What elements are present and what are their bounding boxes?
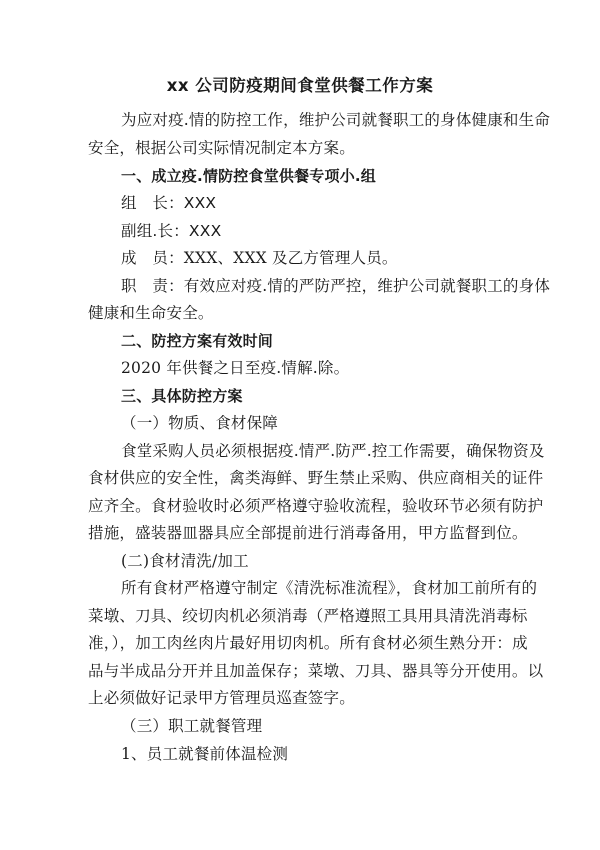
subsection-1-line-2: 食材供应的安全性，禽类海鲜、野生禁止采购、供应商相关的证件 (88, 469, 544, 487)
section-2-text: 2020 年供餐之日至疫.情解.除。 (121, 359, 350, 377)
subsection-3-heading: （三）职工就餐管理 (121, 717, 263, 735)
document-title: xx 公司防疫期间食堂供餐工作方案 (166, 76, 434, 95)
team-duty-line-1: 职 责：有效应对疫.情的严防严控，维护公司就餐职工的身体 (121, 277, 551, 295)
team-deputy: 副组.长：XXX (121, 222, 222, 240)
team-leader: 组 长：XXX (121, 194, 217, 212)
section-1-heading: 一、成立疫.情防控食堂供餐专项小.组 (121, 167, 376, 185)
subsection-1-line-1: 食堂采购人员必须根据疫.情严.防严.控工作需要，确保物资及 (121, 442, 545, 460)
subsection-3-item-1: 1、员工就餐前体温检测 (121, 745, 289, 763)
subsection-2-line-5: 上必须做好记录甲方管理员巡查签字。 (88, 689, 355, 707)
subsection-1-line-3: 应齐全。食材验收时必须严格遵守验收流程，验收环节必须有防护 (88, 497, 544, 515)
subsection-1-line-4: 措施，盛装器皿器具应全部提前进行消毒备用，甲方监督到位。 (88, 524, 528, 542)
intro-line-2: 安全，根据公司实际情况制定本方案。 (88, 139, 355, 157)
subsection-2-line-2: 菜墩、刀具、绞切肉机必须消毒（严格遵照工具用具清洗消毒标 (88, 607, 528, 625)
section-3-heading: 三、具体防控方案 (121, 387, 243, 405)
subsection-2-line-3: 准，），加工肉丝肉片最好用切肉机。所有食材必须生熟分开：成 (88, 634, 528, 652)
subsection-1-heading: （一）物质、食材保障 (121, 414, 279, 432)
section-2-heading: 二、防控方案有效时间 (121, 332, 274, 350)
intro-line-1: 为应对疫.情的防控工作，维护公司就餐职工的身体健康和生命 (121, 111, 551, 129)
subsection-2-heading: (二)食材清洗/加工 (121, 552, 249, 570)
team-members: 成 员：XXX、XXX 及乙方管理人员。 (121, 249, 398, 267)
team-duty-line-2: 健康和生命安全。 (88, 304, 214, 322)
subsection-2-line-4: 品与半成品分开并且加盖保存；菜墩、刀具、器具等分开使用。以 (88, 662, 544, 680)
subsection-2-line-1: 所有食材严格遵守制定《清洗标准流程》，食材加工前所有的 (121, 579, 538, 597)
